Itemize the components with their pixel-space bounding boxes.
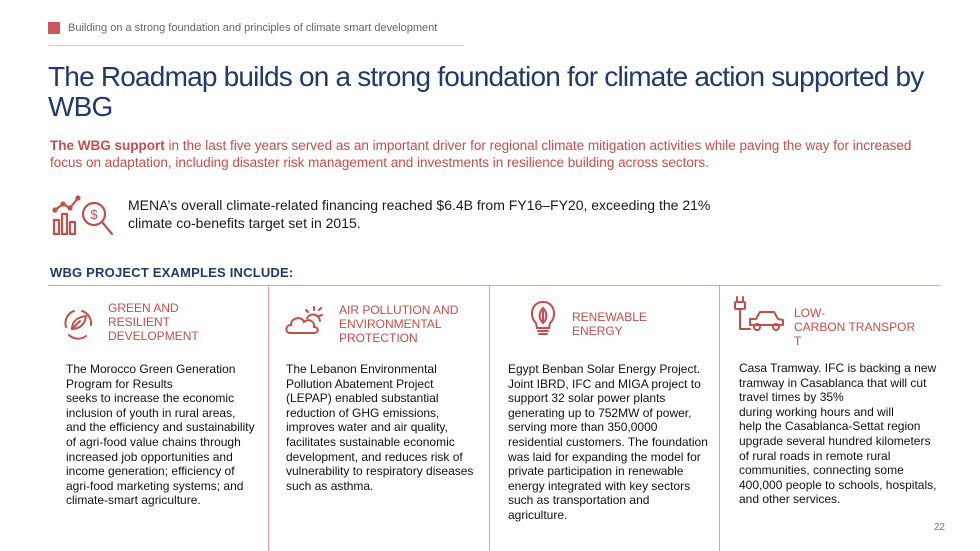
column-divider xyxy=(489,285,490,551)
column-2-heading: AIR POLLUTION AND ENVIRONMENTAL PROTECTION xyxy=(339,303,459,345)
page-title: The Roadmap builds on a strong foundation for climate action supported by WBG xyxy=(48,61,924,122)
page-number: 22 xyxy=(933,522,945,533)
electric-car-icon xyxy=(732,295,786,335)
leaf-cycle-icon xyxy=(58,303,98,343)
column-3-heading: RENEWABLE ENERGY xyxy=(572,310,647,338)
column-1-body: The Morocco Green Generation Program for Results seeks to increase the economic inclusion of youth in rural areas, and the efficiency and sustainability of agri-food value chains through increased job opportunities and income generation; efficiency of agri-food marketing systems; and climate-smart agriculture. xyxy=(66,362,255,508)
column-divider xyxy=(719,285,720,551)
column-4-heading: LOW- CARBON TRANSPOR T xyxy=(794,306,916,348)
intro-rest: in the last five years served as an important driver for regional climate mitigation activities while paving the way for increased focus on adaptation, including disaster risk management and investments in resilience building across sectors. xyxy=(50,138,912,170)
top-divider xyxy=(48,45,464,46)
examples-heading: WBG PROJECT EXAMPLES INCLUDE: xyxy=(50,265,294,280)
finance-chart-icon xyxy=(52,192,116,242)
column-3-body: Egypt Benban Solar Energy Project. Joint IBRD, IFC and MIGA project to support 32 solar power plants generating up to 752MW of power, serving more than 350,0000 residential customers. The foundation was laid for expanding the model for private participation in renewable energy integrated with key sectors such as transportation and agriculture. xyxy=(508,362,708,522)
lightbulb-leaf-icon xyxy=(523,297,563,337)
column-4-body: Casa Tramway. IFC is backing a new tramway in Casablanca that will cut travel times by 35% during working hours and will help the Casablanca-Settat region upgrade several hundred kilometers of rural roads in remote rural communities, connecting some 400,000 people to schools, hospitals, and other services. xyxy=(739,361,937,507)
breadcrumb: Building on a strong foundation and principles of climate smart development xyxy=(68,22,438,34)
intro-paragraph xyxy=(50,137,930,171)
column-divider xyxy=(268,285,269,551)
stat-statement: MENA’s overall climate-related financing reached $6.4B from FY16–FY20, exceeding the 21% climate co-benefits target set in 2015. xyxy=(128,197,711,231)
intro-bold: The WBG support xyxy=(50,138,165,153)
examples-divider xyxy=(48,285,940,286)
section-marker xyxy=(48,22,60,34)
cloud-sun-icon xyxy=(284,303,324,343)
column-2-body: The Lebanon Environmental Pollution Abatement Project (LEPAP) enabled substantial reduction of GHG emissions, improves water and air quality, facilitates sustainable economic development, and reduces risk of vulnerability to respiratory diseases such as asthma. xyxy=(286,362,474,493)
column-1-heading: GREEN AND RESILIENT DEVELOPMENT xyxy=(108,301,199,343)
svg-text:$: $ xyxy=(90,207,98,222)
